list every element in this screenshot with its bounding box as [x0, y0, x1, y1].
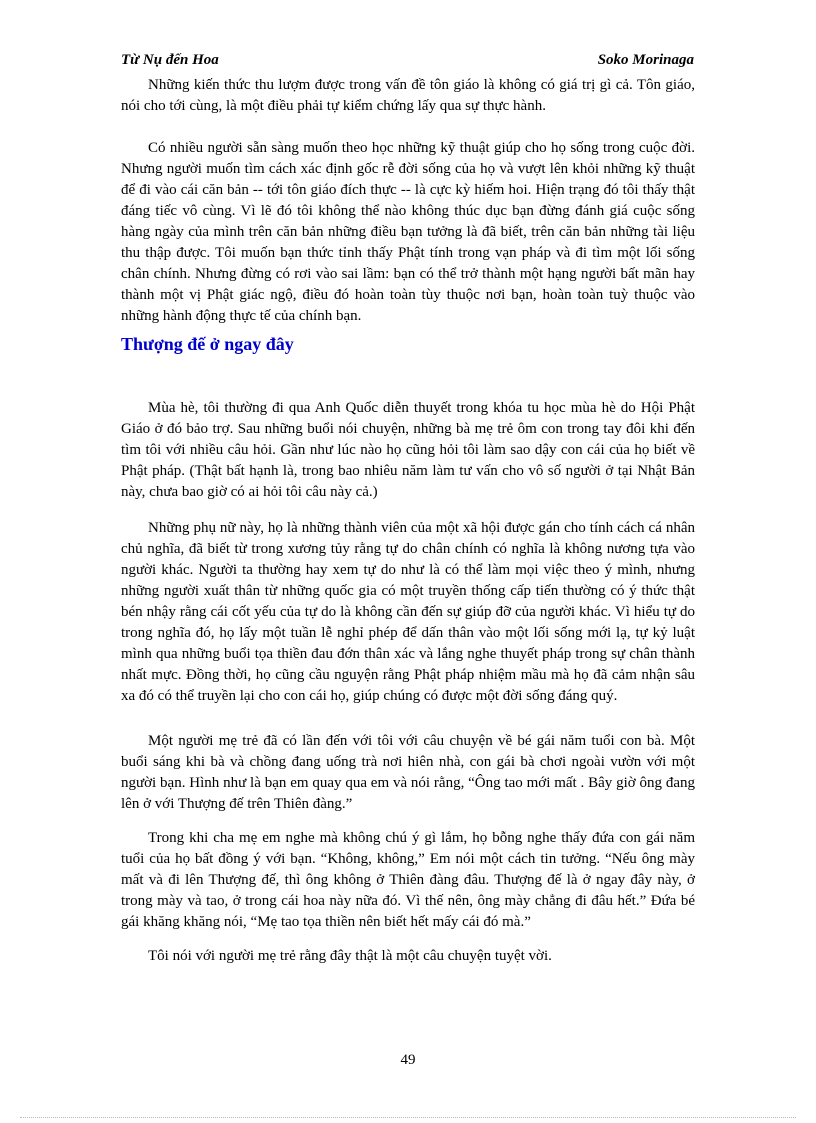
- page-number: 49: [400, 1052, 416, 1068]
- paragraph-text: Một người mẹ trẻ đã có lần đến với tôi với câu chuyện về bé gái năm tuổi con bà. Một buổi sáng khi bà và chồng đang uống trà nơi hiên nhà, con gái bà chơi ngoài vườn với một người bạn. Hình như là bạn em quay qua em và nói rằng, “Ông tao mới mất . Bây giờ ông đang lên ở với Thượng đế trên Thiên đàng.”: [121, 733, 695, 812]
- paragraph: [121, 828, 695, 933]
- paragraph-text: Những kiến thức thu lượm được trong vấn đề tôn giáo là không có giá trị gì cả. Tôn giáo, nói cho tới cùng, là một điều phải tự kiểm chứng lấy qua sự thực hành.: [121, 77, 695, 114]
- book-title: Từ Nụ đến Hoa: [121, 52, 219, 68]
- author-name: Soko Morinaga: [597, 52, 694, 68]
- section-heading: Thượng đế ở ngay đây: [121, 334, 294, 354]
- paragraph-text: Tôi nói với người mẹ trẻ rằng đây thật là một câu chuyện tuyệt vời.: [148, 948, 552, 964]
- paragraph-text: Những phụ nữ này, họ là những thành viên của một xã hội được gán cho tính cách cá nhân chủ nghĩa, đã biết từ trong xương tủy rằng tự do chân chính có nghĩa là không nương tựa vào người khác. Người ta thường hay xem tự do như là có thể làm mọi việc theo ý mình, nhưng những người xuất thân từ những quốc gia có một truyền thống cấp tiến thường có ý thức thật bén nhậy rằng cái cốt yếu của tự do là không cần đến sự giúp đỡ của người khác. Vì hiểu tự do trong nghĩa đó, họ lấy một tuần lễ nghỉ phép để dấn thân vào một lối sống mới lạ, tự kỷ luật mình qua những buổi tọa thiền đau đớn thân xác và lắng nghe thuyết pháp trong sự chân thành nhất mực. Đồng thời, họ cũng cầu nguyện rằng Phật pháp nhiệm mầu mà họ đã cảm nhận sâu xa đó có thể truyền lại cho con cái họ, giúp chúng có được một đời sống đáng quý.: [121, 520, 695, 704]
- paragraph-text: Mùa hè, tôi thường đi qua Anh Quốc diễn thuyết trong khóa tu học mùa hè do Hội Phật Giáo ở đó bảo trợ. Sau những buổi nói chuyện, những bà mẹ trẻ ôm con trong tay đôi khi đến tìm tôi với nhiều câu hỏi. Gần như lúc nào họ cũng hỏi tôi làm sao dậy con cái của họ biết về Phật pháp. (Thật bất hạnh là, trong bao nhiêu năm làm tư vấn cho vô số người ở tại Nhật Bản này, chưa bao giờ có ai hỏi tôi câu này cả.): [121, 400, 695, 500]
- paragraph-text: Có nhiều người sẵn sàng muốn theo học những kỹ thuật giúp cho họ sống trong cuộc đời. Nhưng người muốn tìm cách xác định gốc rễ đời sống của họ và vượt lên khỏi những kỹ thuật để đi vào cái căn bản -- tới tôn giáo đích thực -- là cực kỳ hiếm hoi. Hiện trạng đó tôi thấy thật đáng tiếc vô cùng. Vì lẽ đó tôi không thể nào không thúc dục bạn đừng đánh giá cuộc sống hàng ngày của mình trên căn bản những điều bạn tưởng là đã biết, trên căn bản những tài liệu thu thập được. Tôi muốn bạn thức tỉnh thấy Phật tính trong vạn pháp và đi tìm một lối sống chân chính. Nhưng đừng có rơi vào sai lầm: bạn có thể trở thành một hạng người bất mãn hay thành một vị Phật giác ngộ, điều đó hoàn toàn tùy thuộc nơi bạn, hoàn toàn tuỳ thuộc vào những hành động thực tế của chính bạn.: [121, 140, 695, 324]
- paragraph-text: Trong khi cha mẹ em nghe mà không chú ý gì lắm, họ bỗng nghe thấy đứa con gái năm tuổi của họ bất đồng ý với bạn. “Không, không,” Em nói một cách tin tưởng. “Nếu ông mày mất và đi lên Thượng đế, thì ông không ở Thiên đàng đâu. Thượng đế là ở ngay đây này, ở trong mày và tao, ở trong cái hoa này nữa đó. Vì thế nên, ông mày chẳng đi đâu hết.” Đứa bé gái khăng khăng nói, “Mẹ tao tọa thiền nên biết hết mấy cái đó mà.”: [121, 830, 695, 930]
- paragraph: [121, 946, 695, 967]
- page-bottom-divider: [20, 1117, 796, 1118]
- paragraph: [121, 518, 695, 707]
- paragraph: [121, 398, 695, 503]
- paragraph: [121, 138, 695, 327]
- paragraph: [121, 75, 695, 117]
- paragraph: [121, 731, 695, 815]
